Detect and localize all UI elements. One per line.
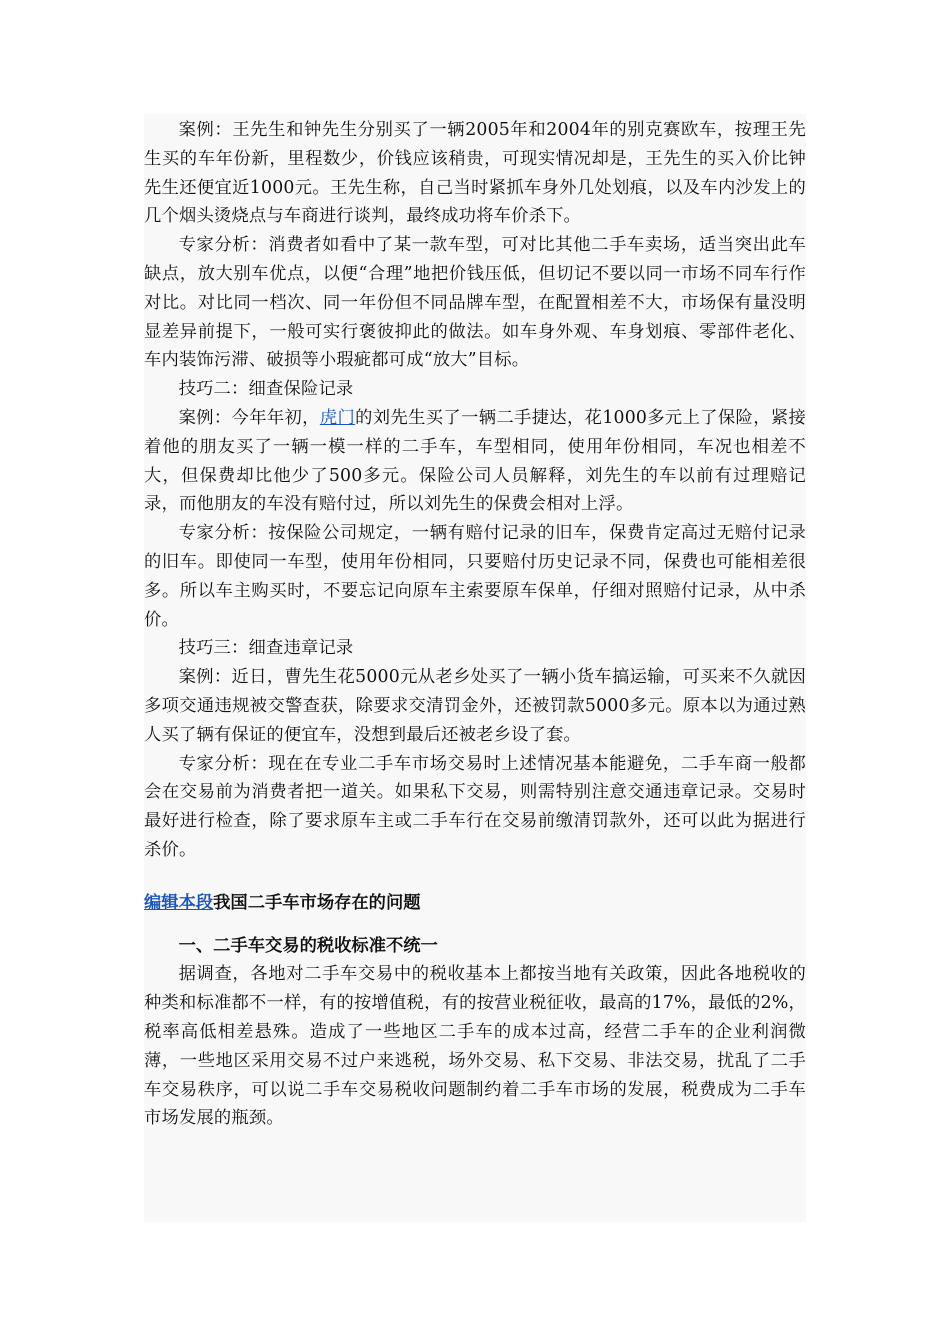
case-1-paragraph: 案例：王先生和钟先生分别买了一辆2005年和2004年的别克赛欧车，按理王先生买的车年份新，里程数少，价钱应该稍贵，可现实情况却是，王先生的买入价比钟先生还便宜近1000元。王先生称，自己当时紧抓车身外几处划痕，以及车内沙发上的几个烟头烫烧点与车商进行谈判，最终成功将车价杀下。 <box>144 120 806 227</box>
subsection-1-paragraph: 据调查，各地对二手车交易中的税收基本上都按当地有关政策，因此各地税收的种类和标准都不一样，有的按增值税，有的按营业税征收，最高的17%，最低的2%，税率高低相差悬殊。造成了一些地区二手车的成本过高，经营二手车的企业利润微薄，一些地区采用交易不过户来逃税，场外交易、私下交易、非法交易，扰乱了二手车交易秩序，可以说二手车交易税收问题制约着二手车市场的发展，税费成为二手车市场发展的瓶颈。 <box>144 964 806 1129</box>
case-2-prefix: 案例：今年年初， <box>178 407 320 428</box>
section-heading <box>144 889 806 918</box>
analysis-1-paragraph: 专家分析：消费者如看中了某一款车型，可对比其他二手车卖场，适当突出此车缺点，放大别车优点，以便“合理”地把价钱压低，但切记不要以同一市场不同车行作对比。对比同一档次、同一年份但不同品牌车型，在配置相差不大，市场保有量没明显差异前提下，一般可实行褒彼抑此的做法。如车身外观、车身划痕、零部件老化、车内装饰污滞、破损等小瑕疵都可成“放大”目标。 <box>144 235 806 371</box>
case-3-paragraph: 案例：近日，曹先生花5000元从老乡处买了一辆小货车搞运输，可买来不久就因多项交通违规被交警查获，除要求交清罚金外，还被罚款5000多元。原本以为通过熟人买了辆有保证的便宜车，没想到最后还被老乡设了套。 <box>144 667 806 745</box>
case-2-suffix: 的刘先生买了一辆二手捷达，花1000多元上了保险，紧接着他的朋友买了一辆一模一样的二手车，车型相同，使用年份相同，车况也相差不大，但保费却比他少了500多元。保险公司人员解释，刘先生的车以前有过理赔记录，而他朋友的车没有赔付过，所以刘先生的保费会相对上浮。 <box>144 407 806 515</box>
document-page <box>144 114 806 1222</box>
case-2-paragraph <box>144 404 806 519</box>
humen-link[interactable]: 虎门 <box>319 407 356 428</box>
subsection-1-title: 一、二手车交易的税收标准不统一 <box>178 935 438 956</box>
analysis-2-paragraph: 专家分析：按保险公司规定，一辆有赔付记录的旧车，保费肯定高过无赔付记录的旧车。即使同一车型，使用年份相同，只要赔付历史记录不同，保费也可能相差很多。所以车主购买时，不要忘记向原车主索要原车保单，仔细对照赔付记录，从中杀价。 <box>144 523 806 630</box>
section-title: 我国二手车市场存在的问题 <box>213 892 421 913</box>
tip-3-title: 技巧三：细查违章记录 <box>178 638 354 659</box>
analysis-3-paragraph: 专家分析：现在在专业二手车市场交易时上述情况基本能避免，二手车商一般都会在交易前为消费者把一道关。如果私下交易，则需特别注意交通违章记录。交易时最好进行检查，除了要求原车主或二手车行在交易前缴清罚款外，还可以此为据进行杀价。 <box>144 753 806 860</box>
tip-2-title: 技巧二：细查保险记录 <box>178 379 354 400</box>
edit-section-link[interactable]: 编辑本段 <box>144 892 214 913</box>
